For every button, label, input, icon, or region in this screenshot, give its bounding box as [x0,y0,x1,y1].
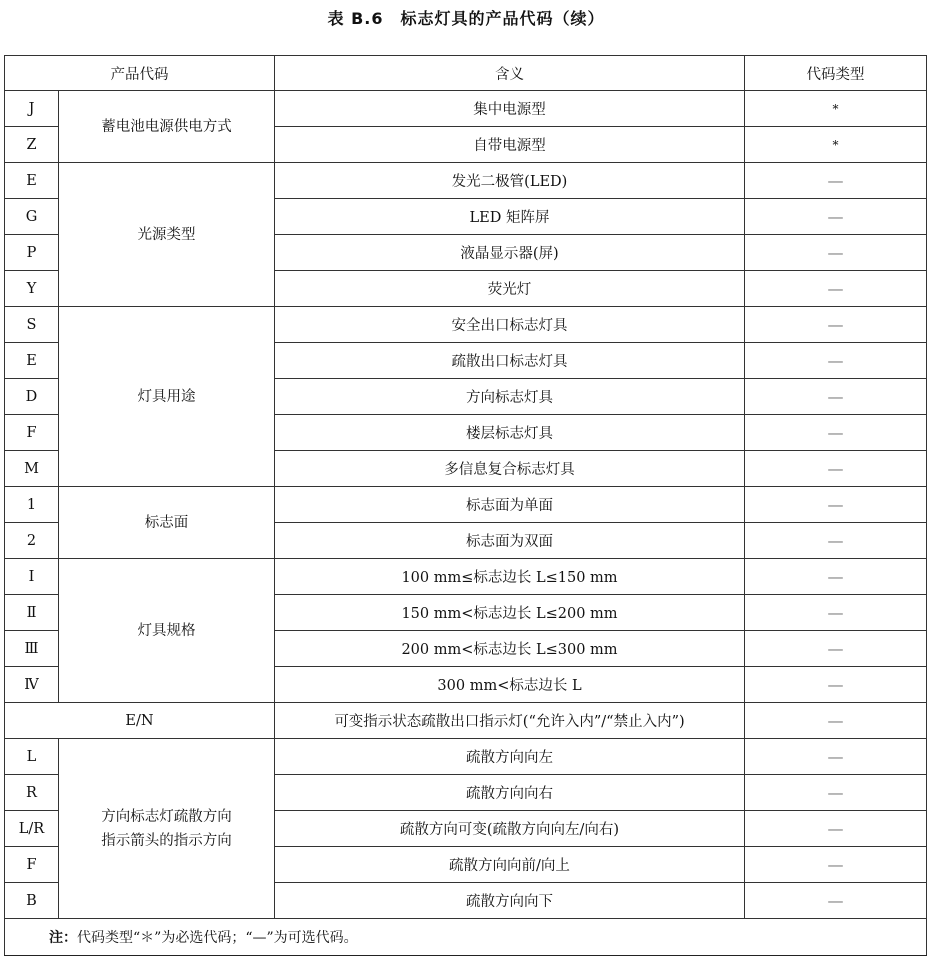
type-cell: — [745,631,927,667]
table-row [5,739,927,775]
code-cell: D [5,379,59,415]
header-row [5,56,927,91]
code-cell: 1 [5,487,59,523]
code-cell: J [5,91,59,127]
code-cell: Y [5,271,59,307]
type-cell: — [745,811,927,847]
meaning-cell: 安全出口标志灯具 [275,307,745,343]
table-row [5,703,927,739]
type-cell: * [745,127,927,163]
note-cell [5,919,927,956]
code-cell: M [5,451,59,487]
meaning-cell: 疏散方向向左 [275,739,745,775]
meaning-cell: 可变指示状态疏散出口指示灯(“允许入内”/“禁止入内”) [275,703,745,739]
type-cell: — [745,379,927,415]
meaning-cell: 楼层标志灯具 [275,415,745,451]
meaning-cell: 疏散方向可变(疏散方向向左/向右) [275,811,745,847]
note-text: 代码类型“＊”为必选代码；“—”为可选代码。 [77,930,358,946]
meaning-cell: 多信息复合标志灯具 [275,451,745,487]
type-cell: — [745,415,927,451]
code-cell: Z [5,127,59,163]
code-cell: B [5,883,59,919]
meaning-cell: 150 mm<标志边长 L≤200 mm [275,595,745,631]
code-cell: Ⅲ [5,631,59,667]
table-row [5,307,927,343]
code-cell: 2 [5,523,59,559]
code-cell: Ⅰ [5,559,59,595]
table-row [5,487,927,523]
group-label: 蓄电池电源供电方式 [59,91,275,163]
meaning-cell: 液晶显示器(屏) [275,235,745,271]
type-cell: — [745,739,927,775]
header-code: 产品代码 [5,56,275,91]
type-cell: — [745,523,927,559]
code-cell: E/N [5,703,275,739]
table-row [5,163,927,199]
code-cell: F [5,847,59,883]
code-cell: P [5,235,59,271]
meaning-cell: 疏散方向向右 [275,775,745,811]
header-type: 代码类型 [745,56,927,91]
meaning-cell: 标志面为单面 [275,487,745,523]
type-cell: — [745,343,927,379]
meaning-cell: 方向标志灯具 [275,379,745,415]
code-cell: S [5,307,59,343]
meaning-cell: LED 矩阵屏 [275,199,745,235]
type-cell: — [745,235,927,271]
group-label: 标志面 [59,487,275,559]
note-row [5,919,927,956]
meaning-cell: 发光二极管(LED) [275,163,745,199]
type-cell: — [745,667,927,703]
table-row [5,559,927,595]
table-row [5,91,927,127]
type-cell: — [745,847,927,883]
type-cell: — [745,595,927,631]
type-cell: — [745,451,927,487]
type-cell: * [745,91,927,127]
meaning-cell: 集中电源型 [275,91,745,127]
group-label: 灯具规格 [59,559,275,703]
note-prefix: 注： [49,930,77,946]
code-cell: E [5,343,59,379]
code-cell: L [5,739,59,775]
type-cell: — [745,271,927,307]
group-label: 灯具用途 [59,307,275,487]
meaning-cell: 疏散方向向前/向上 [275,847,745,883]
code-cell: F [5,415,59,451]
group-label: 光源类型 [59,163,275,307]
code-cell: E [5,163,59,199]
type-cell: — [745,703,927,739]
type-cell: — [745,307,927,343]
product-code-table [4,55,927,956]
code-cell: L/R [5,811,59,847]
meaning-cell: 荧光灯 [275,271,745,307]
group-label [59,739,275,919]
type-cell: — [745,559,927,595]
meaning-cell: 300 mm<标志边长 L [275,667,745,703]
type-cell: — [745,163,927,199]
code-cell: G [5,199,59,235]
code-cell: R [5,775,59,811]
group-label-line: 指示箭头的指示方向 [101,832,232,849]
type-cell: — [745,883,927,919]
type-cell: — [745,199,927,235]
group-label-line: 方向标志灯疏散方向 [101,808,232,825]
type-cell: — [745,487,927,523]
meaning-cell: 标志面为双面 [275,523,745,559]
header-meaning: 含义 [275,56,745,91]
code-cell: Ⅱ [5,595,59,631]
code-cell: Ⅳ [5,667,59,703]
meaning-cell: 100 mm≤标志边长 L≤150 mm [275,559,745,595]
meaning-cell: 疏散方向向下 [275,883,745,919]
type-cell: — [745,775,927,811]
table-title: 表 B.6 标志灯具的产品代码（续） [327,9,605,28]
meaning-cell: 疏散出口标志灯具 [275,343,745,379]
meaning-cell: 200 mm<标志边长 L≤300 mm [275,631,745,667]
meaning-cell: 自带电源型 [275,127,745,163]
